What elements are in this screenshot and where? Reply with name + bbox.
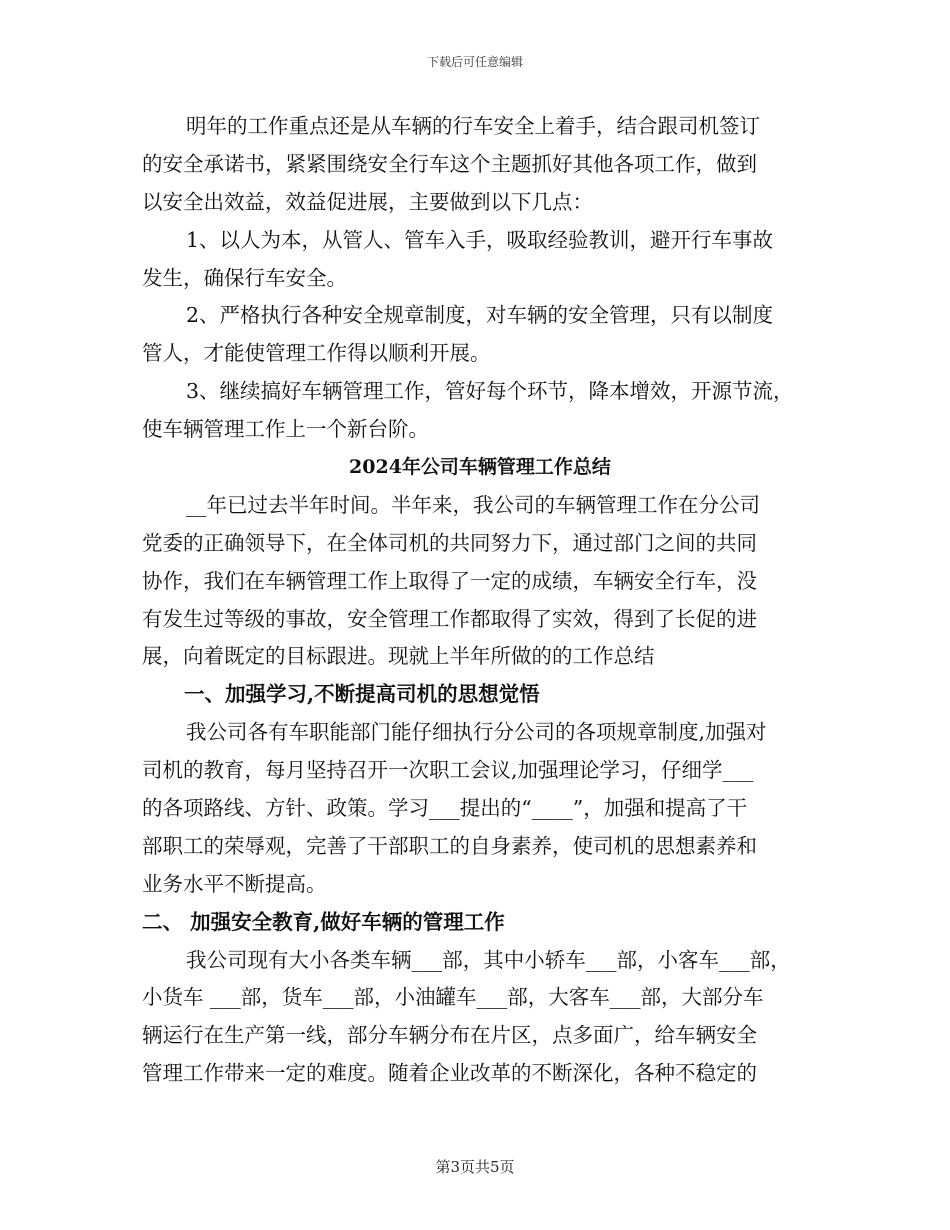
paragraph-line: 1、以人为本，从管人、管车入手，吸取经验教训，避开行车事故 — [186, 227, 774, 252]
page-header: 下载后可任意编辑 — [426, 55, 523, 69]
paragraph-line: 小货车 ___部，货车___部，小油罐车___部，大客车___部，大部分车 — [142, 985, 764, 1010]
paragraph-line: 3、继续搞好车辆管理工作，管好每个环节，降本增效，开源节流， — [186, 379, 794, 404]
paragraph-line: 有发生过等级的事故，安全管理工作都取得了实效，得到了长促的进 — [142, 606, 757, 631]
paragraph-line: __年已过去半年时间。半年来，我公司的车辆管理工作在分公司 — [186, 492, 760, 517]
paragraph-line: 的安全承诺书，紧紧围绕安全行车这个主题抓好其他各项工作，做到 — [142, 151, 757, 176]
paragraph-line: 协作，我们在车辆管理工作上取得了一定的成绩，车辆安全行车，没 — [142, 568, 757, 593]
paragraph-line: 管人，才能使管理工作得以顺利开展。 — [142, 341, 491, 366]
paragraph-line: 发生，确保行车安全。 — [142, 265, 347, 290]
paragraph-line: 使车辆管理工作上一个新台阶。 — [142, 417, 429, 442]
paragraph-line: 部职工的荣辱观，完善了干部职工的自身素养，使司机的思想素养和 — [142, 833, 757, 858]
section-heading: 二、 加强安全教育,做好车辆的管理工作 — [142, 909, 505, 934]
page-number: 第3页共5页 — [435, 1158, 515, 1176]
section-heading: 一、加强学习,不断提高司机的思想觉悟 — [184, 682, 540, 707]
paragraph-line: 我公司各有车职能部门能仔细执行分公司的各项规章制度,加强对 — [186, 720, 767, 745]
paragraph-line: 以安全出效益，效益促进展，主要做到以下几点： — [142, 189, 593, 214]
paragraph-line: 党委的正确领导下，在全体司机的共同努力下，通过部门之间的共同 — [142, 530, 757, 555]
paragraph-line: 的各项路线、方针、政策。学习___提出的“____”，加强和提高了干 — [142, 796, 748, 821]
document-title: 2024年公司车辆管理工作总结 — [349, 456, 611, 479]
paragraph-line: 司机的教育，每月坚持召开一次职工会议,加强理论学习，仔细学___ — [142, 758, 754, 783]
paragraph-line: 明年的工作重点还是从车辆的行车安全上着手，结合跟司机签订 — [186, 114, 760, 138]
paragraph-line: 业务水平不断提高。 — [142, 871, 327, 896]
paragraph-line: 辆运行在生产第一线，部分车辆分布在片区，点多面广，给车辆安全 — [142, 1023, 757, 1048]
paragraph-line: 展，向着既定的目标跟进。现就上半年所做的的工作总结 — [142, 644, 655, 669]
paragraph-line: 我公司现有大小各类车辆___部，其中小轿车___部，小客车___部， — [186, 947, 791, 972]
paragraph-line: 管理工作带来一定的难度。随着企业改革的不断深化，各种不稳定的 — [142, 1061, 757, 1086]
document-body — [142, 108, 818, 1093]
paragraph-line: 2、严格执行各种安全规章制度，对车辆的安全管理，只有以制度 — [186, 303, 774, 328]
